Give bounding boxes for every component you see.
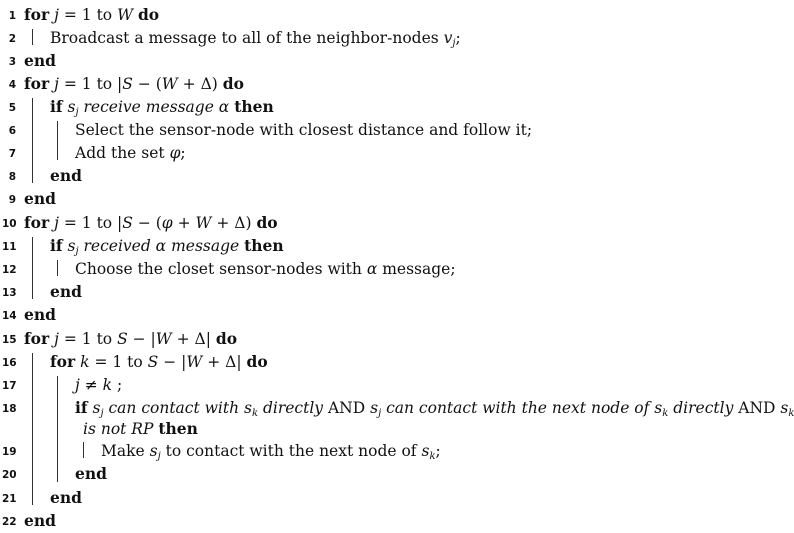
line-number: 2 [8,33,16,45]
line-text: end [50,488,82,507]
line-text: for j = 1 to |S − (W + Δ) do [24,74,244,93]
line-number: 9 [8,194,16,206]
line-text: for j = 1 to |S − (φ + W + Δ) do [24,213,278,232]
line-text: Add the set φ; [75,144,186,162]
line-number: 14 [2,310,17,322]
line-text: Select the sensor-node with closest distance and follow it; [75,121,533,139]
block-guide-line [57,376,58,482]
line-number: 22 [2,516,17,528]
line-number: 4 [8,79,16,91]
block-guide-line [57,260,58,276]
line-text: is not RP then [83,419,198,438]
line-number: 11 [2,241,17,253]
block-guide-line [32,353,33,505]
line-text: end [24,51,56,70]
line-number: 18 [2,403,17,415]
line-number: 6 [8,125,16,137]
line-number: 21 [2,493,17,505]
line-text: end [50,166,82,185]
line-text: if $s_j$ receive message α then [50,97,274,118]
line-number: 17 [2,380,17,392]
line-text: end [24,511,56,530]
line-text: Broadcast a message to all of the neighbor-nodes $v_j$; [50,29,461,49]
line-number: 1 [8,10,16,22]
line-number: 16 [2,357,17,369]
line-text: if $s_j$ received α message then [50,236,284,257]
line-number: 10 [2,218,17,230]
line-text: j ≠ k ; [75,376,123,394]
line-number: 20 [2,469,17,481]
block-guide-line [32,98,33,183]
line-number: 3 [8,56,16,68]
line-number: 15 [2,334,17,346]
line-text: if $s_j$ can contact with $s_k$ directly AND $s_j$ can contact with the next node of $s_k$ directly AND $s_k$ [75,398,794,419]
line-text: end [50,282,82,301]
line-text: for k = 1 to S − |W + Δ| do [50,352,268,371]
block-guide-line [32,29,33,45]
line-text: for j = 1 to W do [24,5,160,24]
line-text: for j = 1 to S − |W + Δ| do [24,329,238,348]
line-text: end [75,464,107,483]
line-number: 5 [8,102,16,114]
line-number: 13 [2,287,17,299]
line-text: Make $s_j$ to contact with the next node of $s_k$; [101,442,441,462]
line-number: 7 [8,148,16,160]
block-guide-line [32,237,33,299]
line-text: Choose the closet sensor-nodes with α message; [75,260,456,278]
line-number: 12 [2,264,17,276]
block-guide-line [83,442,84,458]
line-text: end [24,189,56,208]
line-number: 19 [2,446,17,458]
line-text: end [24,305,56,324]
line-number: 8 [8,171,16,183]
block-guide-line [57,121,58,160]
